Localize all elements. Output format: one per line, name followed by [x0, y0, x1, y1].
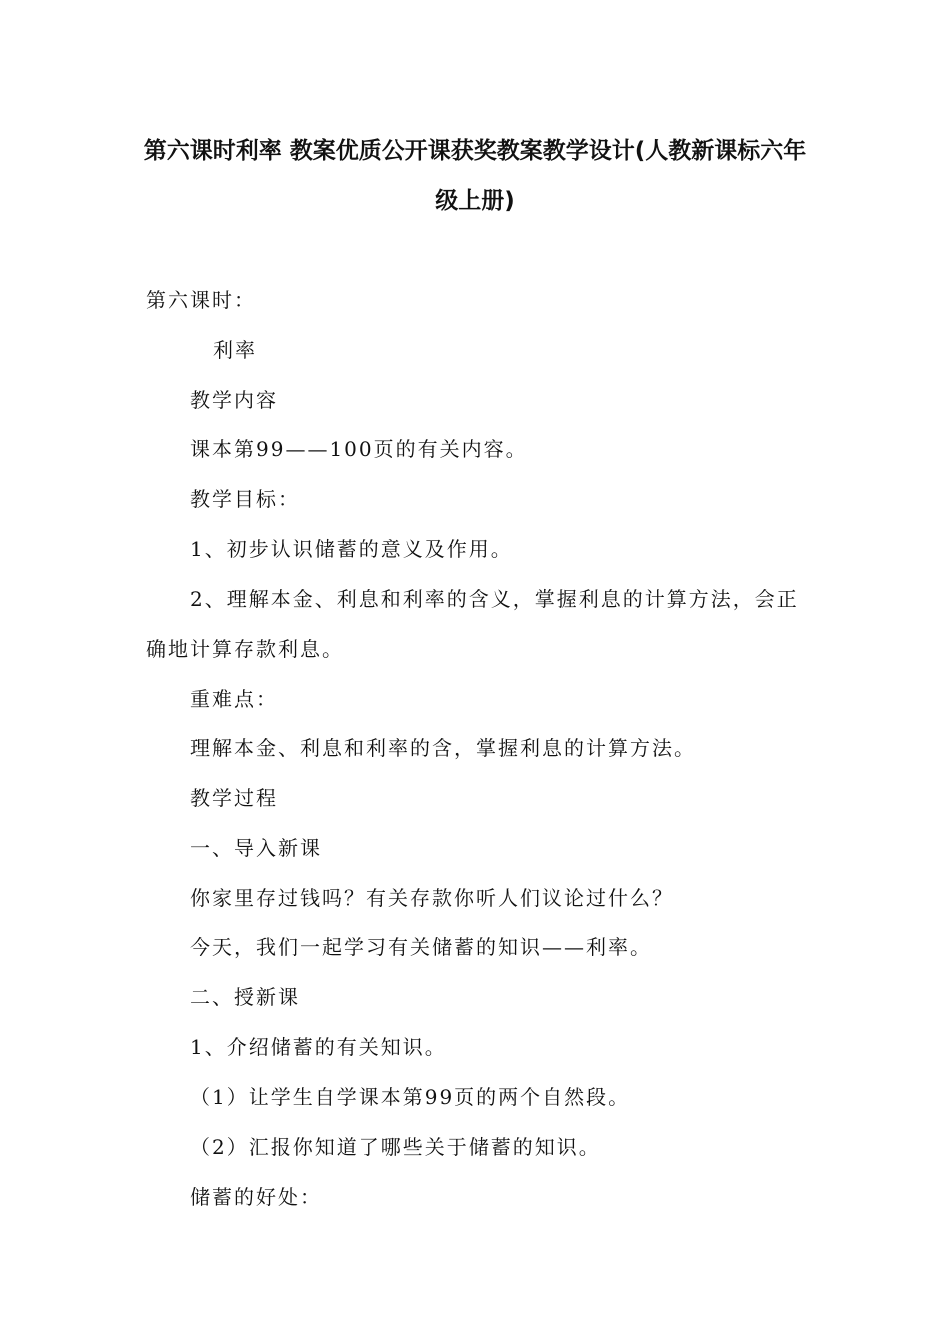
paragraph: 理解本金、利息和利率的含，掌握利息的计算方法。 — [190, 736, 696, 760]
paragraph: （2）汇报你知道了哪些关于储蓄的知识。 — [190, 1135, 601, 1159]
paragraph: 二、授新课 — [190, 985, 300, 1009]
paragraph: 储蓄的好处： — [190, 1185, 322, 1209]
document-title-line-1: 第六课时利率 教案优质公开课获奖教案教学设计(人教新课标六年 — [143, 138, 807, 164]
paragraph: 重难点： — [190, 687, 278, 711]
paragraph: 2、理解本金、利息和利率的含义，掌握利息的计算方法，会正 — [190, 587, 799, 611]
paragraph: 1、介绍储蓄的有关知识。 — [190, 1035, 447, 1059]
paragraph: 今天，我们一起学习有关储蓄的知识——利率。 — [190, 935, 652, 959]
paragraph: 课本第99——100页的有关内容。 — [190, 437, 528, 461]
paragraph: 教学目标： — [190, 487, 300, 511]
section-heading: 第六课时： — [146, 288, 256, 312]
paragraph: 确地计算存款利息。 — [146, 637, 344, 661]
lesson-topic: 利率 — [213, 338, 257, 362]
document-title-line-2: 级上册) — [435, 188, 515, 214]
paragraph: （1）让学生自学课本第99页的两个自然段。 — [190, 1085, 631, 1109]
paragraph: 教学过程 — [190, 786, 278, 810]
paragraph: 教学内容 — [190, 388, 278, 412]
paragraph: 你家里存过钱吗？有关存款你听人们议论过什么？ — [190, 886, 674, 910]
paragraph: 1、初步认识储蓄的意义及作用。 — [190, 537, 513, 561]
paragraph: 一、导入新课 — [190, 836, 322, 860]
